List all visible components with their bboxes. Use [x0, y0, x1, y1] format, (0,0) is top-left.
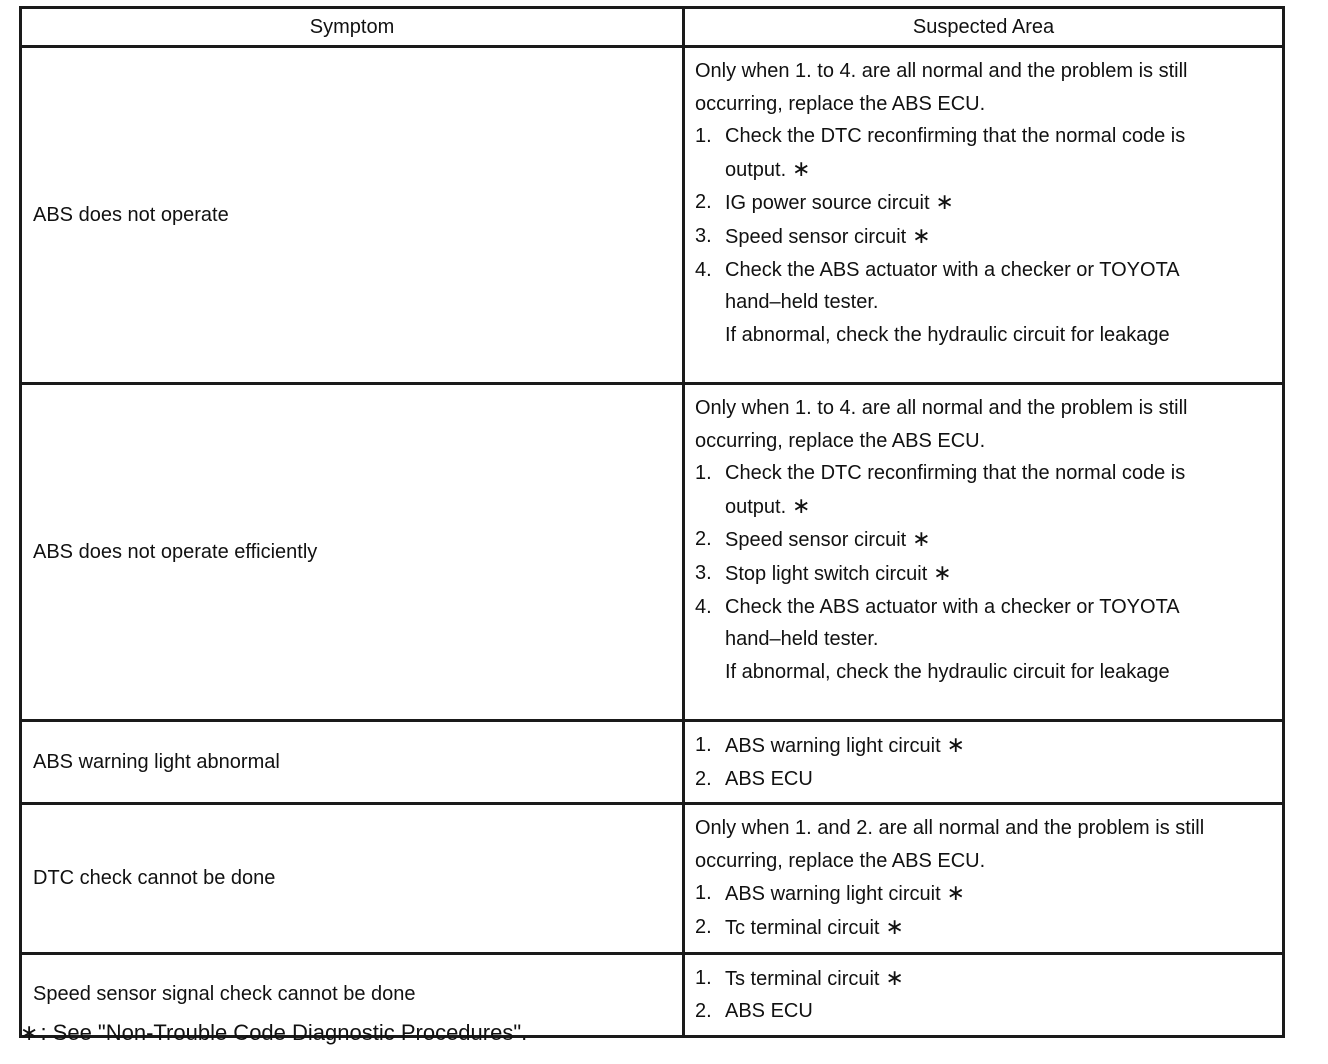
symptom-cell: ABS does not operate	[21, 47, 684, 384]
item-number: 1.	[695, 462, 712, 485]
list-item	[695, 995, 1272, 1028]
asterisk-icon: ∗	[912, 526, 931, 552]
item-text-wrap	[725, 186, 954, 220]
item-number: 4.	[695, 595, 712, 618]
item-text-wrap	[725, 962, 904, 996]
list-item	[695, 877, 1272, 911]
item-text: Ts terminal circuit	[725, 967, 880, 990]
suspected-area-header: Suspected Area	[684, 8, 1284, 47]
table-row	[21, 721, 1284, 804]
item-text: ABS ECU	[725, 1000, 813, 1023]
list-item	[695, 729, 1272, 763]
header-row	[21, 8, 1284, 47]
item-text: Check the DTC reconfirming that the normal code is	[725, 462, 1186, 485]
item-number: 1.	[695, 882, 712, 905]
list-item	[695, 911, 1272, 945]
item-text-wrap	[725, 220, 931, 254]
item-number: 3.	[695, 224, 712, 247]
item-text: ABS warning light circuit	[725, 735, 941, 757]
intro-line: Only when 1. to 4. are all normal and the problem is still	[695, 397, 1188, 419]
asterisk-icon: ∗	[946, 732, 966, 757]
item-text: Speed sensor circuit	[725, 225, 907, 248]
asterisk-icon: ∗	[935, 189, 954, 215]
suspected-area-cell	[684, 721, 1284, 804]
item-continuation: If abnormal, check the hydraulic circuit for leakage	[725, 323, 1170, 346]
suspected-area-cell	[684, 47, 1284, 384]
item-continuation	[695, 490, 1272, 524]
asterisk-icon: ∗	[885, 913, 904, 939]
table-row	[21, 384, 1284, 721]
intro-line: occurring, replace the ABS ECU.	[695, 849, 986, 872]
list-item	[695, 557, 1272, 591]
item-text: IG power source circuit	[725, 192, 930, 215]
asterisk-icon: ∗	[912, 222, 931, 248]
list-item	[695, 254, 1272, 287]
asterisk-icon: ∗	[792, 492, 811, 518]
item-text: Check the ABS actuator with a checker or TOYOTA	[725, 595, 1180, 618]
asterisk-icon: ∗	[933, 559, 952, 585]
symptom-cell: ABS does not operate efficiently	[21, 384, 684, 721]
asterisk-icon: ∗	[792, 155, 811, 181]
item-text: Stop light switch circuit	[725, 562, 928, 585]
item-number: 2.	[695, 767, 712, 790]
footnote-text: : See "Non-Trouble Code Diagnostic Procedures".	[40, 1020, 528, 1045]
item-text: Tc terminal circuit	[725, 916, 880, 939]
asterisk-icon: ∗	[885, 964, 904, 990]
suspected-area-cell	[684, 804, 1284, 953]
item-text: ABS ECU	[725, 767, 813, 790]
item-number: 1.	[695, 125, 712, 148]
item-text-wrap	[725, 877, 965, 911]
item-number: 2.	[695, 1000, 712, 1023]
list-item	[695, 120, 1272, 153]
intro-line: occurring, replace the ABS ECU.	[695, 92, 986, 115]
intro-line: Only when 1. to 4. are all normal and the problem is still	[695, 60, 1188, 82]
item-continuation-text: output.	[725, 495, 787, 518]
item-number: 4.	[695, 258, 712, 281]
suspected-area-cell	[684, 953, 1284, 1036]
item-text: Check the ABS actuator with a checker or TOYOTA	[725, 258, 1180, 281]
list-item	[695, 591, 1272, 624]
symptom-cell: Speed sensor signal check cannot be done	[21, 953, 684, 1036]
diagnostic-table	[19, 6, 1285, 1038]
item-number: 2.	[695, 915, 712, 938]
list-item	[695, 457, 1272, 490]
list-item	[695, 186, 1272, 220]
item-text-wrap	[725, 729, 965, 763]
footnote	[20, 1016, 527, 1050]
list-item	[695, 962, 1272, 996]
symptom-cell: ABS warning light abnormal	[21, 721, 684, 804]
item-number: 2.	[695, 191, 712, 214]
item-continuation	[695, 153, 1272, 187]
item-number: 1.	[695, 966, 712, 989]
item-text-wrap	[725, 911, 904, 945]
list-item	[695, 220, 1272, 254]
suspected-area-cell	[684, 384, 1284, 721]
table-row	[21, 47, 1284, 384]
item-number: 2.	[695, 528, 712, 551]
item-text: Speed sensor circuit	[725, 529, 907, 552]
asterisk-icon: ∗	[946, 880, 966, 906]
item-continuation: hand–held tester.	[725, 291, 879, 314]
item-text-wrap	[725, 523, 931, 557]
item-text: ABS warning light circuit	[725, 883, 941, 906]
item-continuation-text: output.	[725, 158, 787, 181]
item-number: 1.	[695, 734, 712, 756]
intro-line: Only when 1. and 2. are all normal and the problem is still	[695, 817, 1205, 840]
item-continuation: hand–held tester.	[725, 628, 879, 651]
symptom-header: Symptom	[21, 8, 684, 47]
list-item	[695, 763, 1272, 796]
symptom-cell: DTC check cannot be done	[21, 804, 684, 953]
intro-line: occurring, replace the ABS ECU.	[695, 429, 986, 452]
item-number: 3.	[695, 561, 712, 584]
item-text: Check the DTC reconfirming that the normal code is	[725, 125, 1186, 148]
item-text-wrap	[725, 557, 952, 591]
list-item	[695, 523, 1272, 557]
item-continuation: If abnormal, check the hydraulic circuit for leakage	[725, 660, 1170, 683]
asterisk-icon: ∗	[20, 1020, 39, 1045]
table-row	[21, 804, 1284, 953]
